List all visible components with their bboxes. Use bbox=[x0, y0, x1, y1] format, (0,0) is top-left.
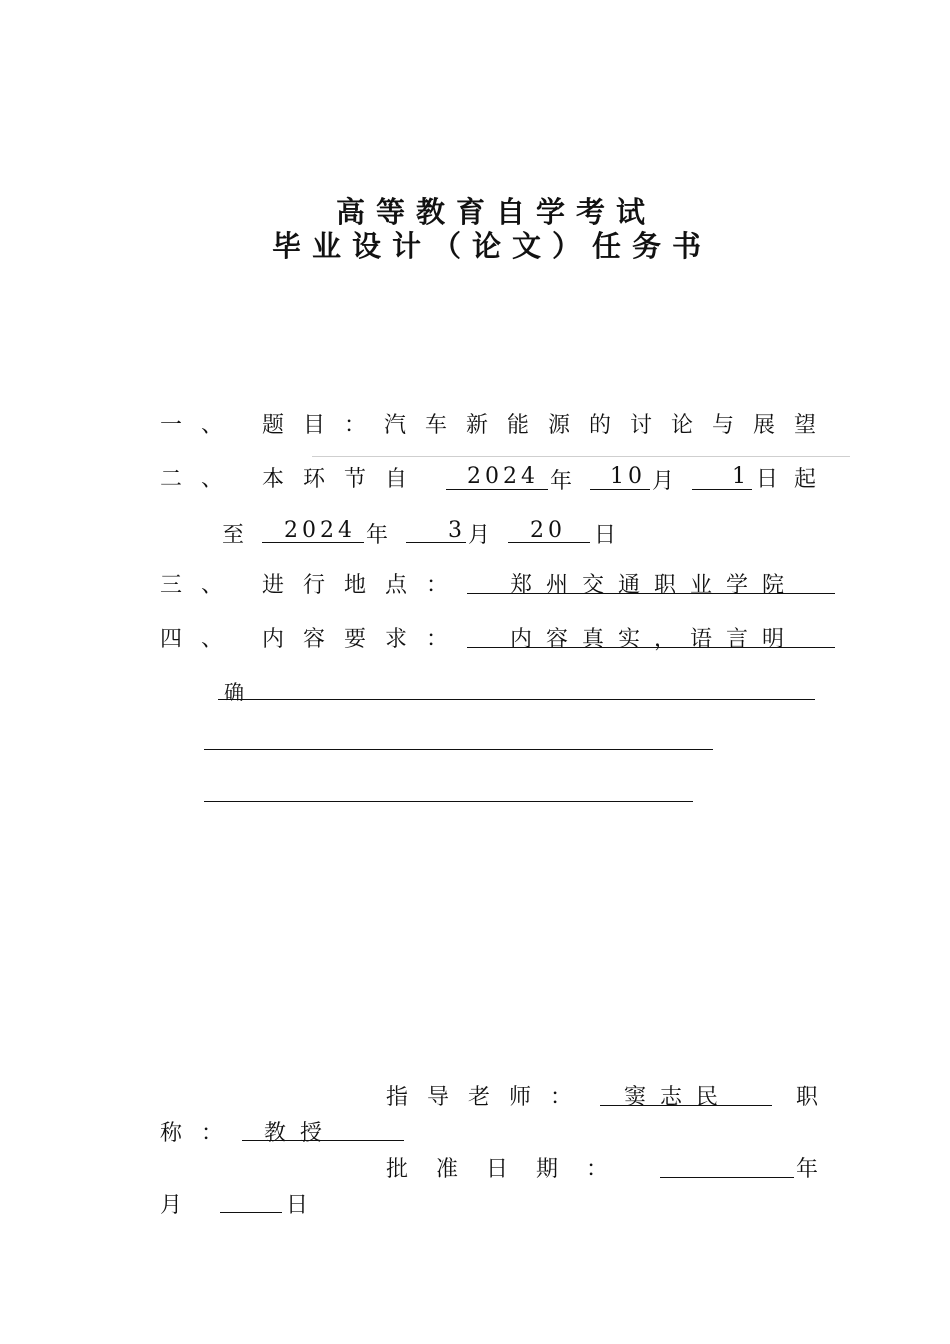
requirements-label: 内容要求： bbox=[262, 627, 468, 652]
advisor-label: 指导老师： bbox=[386, 1085, 592, 1110]
location-label: 进行地点： bbox=[262, 573, 468, 598]
start-day-underline bbox=[692, 489, 752, 490]
approval-day-underline bbox=[220, 1212, 282, 1213]
item-3-number: 三、 bbox=[160, 573, 243, 598]
title-label-part-1: 职 bbox=[796, 1085, 838, 1110]
end-month: 3 bbox=[448, 518, 466, 543]
end-day-unit: 日 bbox=[594, 523, 621, 548]
advisor-underline bbox=[600, 1105, 772, 1106]
end-year: 2024 bbox=[284, 518, 356, 543]
requirements-underline-4 bbox=[204, 801, 693, 802]
start-year: 2024 bbox=[467, 464, 539, 489]
topic-faint-rule bbox=[312, 456, 850, 457]
requirements-value-line-1: 内容真实，语言明 bbox=[510, 627, 799, 652]
title-line-1: 高等教育自学考试 bbox=[336, 195, 657, 229]
approval-month-unit: 月 bbox=[160, 1193, 202, 1218]
location-underline bbox=[467, 593, 835, 594]
end-year-underline bbox=[262, 542, 364, 543]
to-label: 至 bbox=[222, 523, 249, 548]
end-month-unit: 月 bbox=[468, 523, 495, 548]
start-month: 10 bbox=[610, 464, 646, 489]
title-label-part-2: 称： bbox=[160, 1121, 243, 1146]
end-month-underline bbox=[406, 542, 466, 543]
approval-year-underline bbox=[660, 1177, 794, 1178]
end-day: 20 bbox=[530, 518, 566, 543]
approval-day-unit: 日 bbox=[286, 1193, 313, 1218]
location-value: 郑州交通职业学院 bbox=[510, 573, 799, 598]
requirements-underline-3 bbox=[204, 749, 713, 750]
start-year-unit: 年 bbox=[550, 469, 577, 494]
advisor-name: 窦志民 bbox=[624, 1085, 733, 1110]
requirements-underline-1 bbox=[467, 647, 835, 648]
approval-year-unit: 年 bbox=[796, 1157, 838, 1182]
topic-value: 汽车新能源的讨论与展望 bbox=[384, 413, 836, 438]
start-month-unit: 月 bbox=[652, 469, 679, 494]
item-2-number: 二、 bbox=[160, 467, 243, 492]
item-1-number: 一、 bbox=[160, 413, 243, 438]
start-month-underline bbox=[590, 489, 650, 490]
start-day: 1 bbox=[732, 464, 750, 489]
end-day-underline bbox=[508, 542, 590, 543]
requirements-value-line-2: 确 bbox=[224, 680, 244, 704]
title-underline bbox=[242, 1140, 404, 1141]
title-value: 教授 bbox=[264, 1121, 337, 1146]
requirements-underline-2 bbox=[218, 699, 815, 700]
start-year-underline bbox=[446, 489, 548, 490]
topic-label: 题目： bbox=[262, 413, 386, 438]
title-line-2: 毕业设计（论文）任务书 bbox=[272, 229, 713, 263]
item-4-number: 四、 bbox=[160, 627, 243, 652]
end-year-unit: 年 bbox=[366, 523, 393, 548]
start-day-unit: 日起 bbox=[756, 467, 833, 492]
period-label: 本环节自 bbox=[262, 467, 427, 492]
approval-label: 批准日期： bbox=[386, 1157, 637, 1182]
